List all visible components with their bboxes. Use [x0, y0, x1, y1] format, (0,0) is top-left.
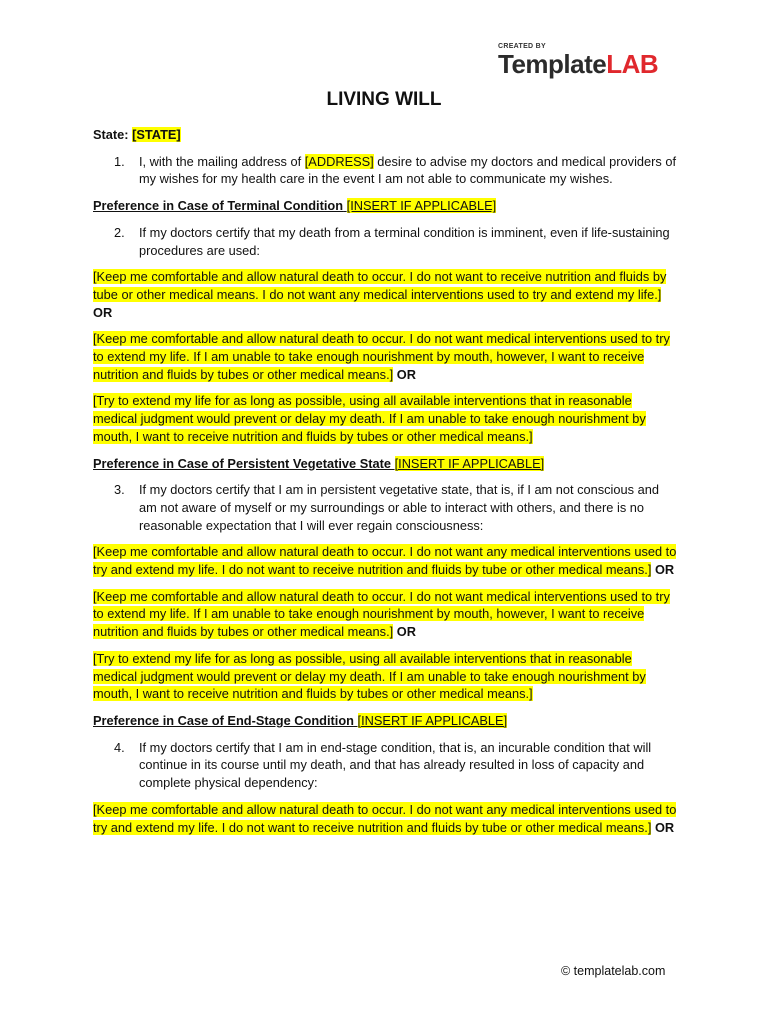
clause-2-number: 2. [114, 224, 125, 240]
logo-template: Template [498, 49, 607, 79]
clause-4-number: 4. [114, 739, 125, 755]
clause-4 [93, 739, 678, 792]
clause-1-number: 1. [114, 153, 125, 169]
or-label: OR [396, 366, 416, 382]
logo-lab: LAB [606, 49, 659, 79]
clause-2-text: If my doctors certify that my death from a terminal condition is imminent, even if life-sustaining procedures are used: [139, 224, 670, 258]
insert-placeholder: [INSERT IF APPLICABLE] [346, 198, 497, 214]
clause-3-number: 3. [114, 482, 125, 498]
or-label: OR [396, 624, 416, 640]
clause-3-text: If my doctors certify that I am in persistent vegetative state, that is, if I am not conscious and am not aware of myself or my surroundings or able to interact with others, and there is no reasonable expectation that I will ever regain consciousness: [139, 482, 659, 533]
state-label: State: [93, 127, 129, 142]
insert-placeholder: [INSERT IF APPLICABLE] [357, 712, 508, 728]
or-label: OR [654, 819, 675, 835]
endstage-option-1: [Keep me comfortable and allow natural death to occur. I do not want any medical interventions used to try and extend my life. I do not want to receive nutrition and fluids by tube or other medical means.] OR [93, 801, 677, 835]
terminal-option-2: [Keep me comfortable and allow natural death to occur. I do not want medical interventions used to try to extend my life. If I am unable to take enough nourishment by mouth, however, I want to receive nutrition and fluids by tubes or other medical means.] OR [93, 331, 670, 382]
insert-placeholder: [INSERT IF APPLICABLE] [394, 455, 545, 471]
heading-vegetative-state: Preference in Case of Persistent Vegetative State [INSERT IF APPLICABLE] [93, 455, 545, 471]
terminal-option-1: [Keep me comfortable and allow natural death to occur. I do not want to receive nutrition and fluids by tube or other medical means. I do not want any medical interventions used to try and extend my life.] OR [93, 269, 667, 320]
templatelab-logo [498, 43, 678, 83]
or-label: OR [654, 562, 675, 578]
logo-created-by: CREATED BY [498, 43, 546, 50]
terminal-option-3: [Try to extend my life for as long as possible, using all available interventions that in reasonable medical judgment would prevent or delay my death. If I am unable to take enough nourishment by mouth, I want to receive nutrition and fluids by tubes or other medical means.] [93, 393, 646, 444]
or-label: OR [93, 304, 113, 320]
vegetative-option-1: [Keep me comfortable and allow natural death to occur. I do not want any medical interventions used to try and extend my life. I do not want to receive nutrition and fluids by tube or other medical means.] OR [93, 544, 677, 578]
vegetative-option-3: [Try to extend my life for as long as possible, using all available interventions that in reasonable medical judgment would prevent or delay my death. If I am unable to take enough nourishment by mouth, I want to receive nutrition and fluids by tubes or other medical means.] [93, 650, 646, 702]
address-placeholder: [ADDRESS] [304, 153, 374, 169]
heading-end-stage-condition: Preference in Case of End-Stage Condition [INSERT IF APPLICABLE] [93, 712, 508, 728]
clause-4-text: If my doctors certify that I am in end-stage condition, that is, an incurable condition that will continue in its course until my death, and that has already resulted in loss of capacity and complete physical dependency: [139, 739, 652, 791]
clause-3 [93, 481, 678, 534]
heading-terminal-condition: Preference in Case of Terminal Condition [INSERT IF APPLICABLE] [93, 198, 497, 214]
clause-1-text: I, with the mailing address of [ADDRESS] desire to advise my doctors and medical providers of my wishes for my health care in the event I am not able to communicate my wishes. [139, 153, 677, 187]
vegetative-option-2: [Keep me comfortable and allow natural death to occur. I do not want medical interventions used to try to extend my life. If I am unable to take enough nourishment by mouth, however, I want to receive nutrition and fluids by tubes or other medical means.] OR [93, 588, 670, 640]
state-placeholder: [STATE] [132, 127, 181, 142]
logo-wordmark [498, 49, 658, 79]
document-body [93, 126, 678, 845]
state-line [93, 126, 678, 144]
clause-1 [93, 153, 678, 188]
footer-copyright: © templatelab.com [561, 964, 666, 978]
document-title: LIVING WILL [326, 89, 442, 110]
clause-2 [93, 224, 678, 259]
